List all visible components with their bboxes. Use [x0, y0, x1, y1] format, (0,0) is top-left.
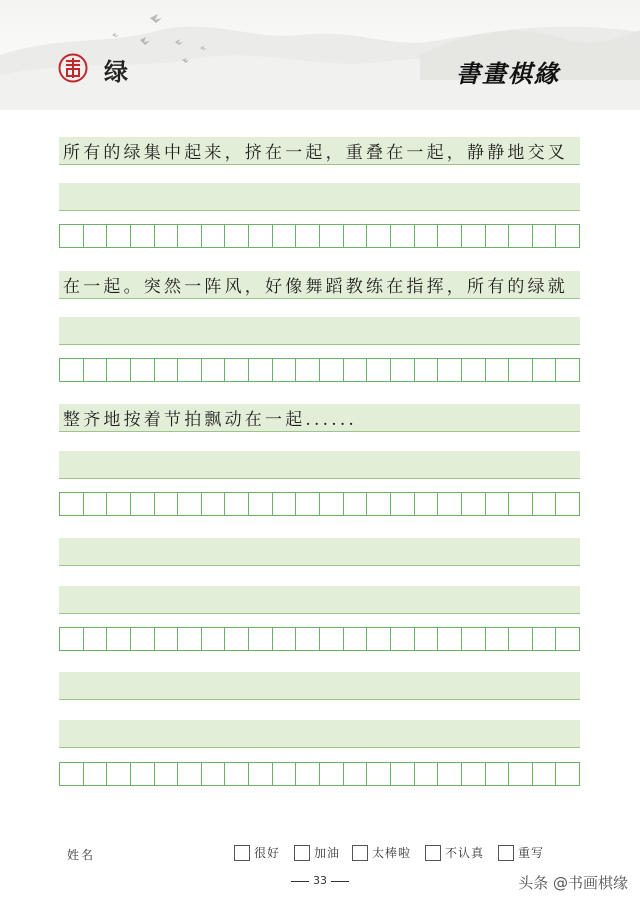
blank-line-band	[59, 451, 580, 479]
grid-cell	[319, 224, 343, 248]
grid-cell	[248, 762, 272, 786]
text-line-band	[59, 271, 580, 299]
grid-cell	[555, 762, 580, 786]
grid-cell	[177, 358, 201, 382]
grid-cell	[83, 358, 107, 382]
grid-cell	[508, 358, 532, 382]
grid-cell	[224, 627, 248, 651]
grid-cell	[343, 492, 367, 516]
rating-label: 不认真	[445, 846, 485, 860]
passage-line-3: 整齐地按着节拍飘动在一起......	[63, 410, 358, 430]
passage-line-1: 所有的绿集中起来，挤在一起，重叠在一起，静静地交叉	[63, 143, 568, 163]
tracing-grid	[59, 762, 580, 786]
blank-line-band	[59, 586, 580, 614]
grid-cell	[437, 627, 461, 651]
grid-cell	[130, 762, 154, 786]
rating-label: 重写	[518, 846, 545, 860]
grid-cell	[414, 358, 438, 382]
grid-cell	[366, 358, 390, 382]
grid-cell	[130, 627, 154, 651]
grid-cell	[106, 627, 130, 651]
grid-cell	[224, 224, 248, 248]
grid-cell	[414, 627, 438, 651]
grid-cell	[508, 492, 532, 516]
grid-cell	[437, 358, 461, 382]
tracing-grid	[59, 224, 580, 248]
grid-cell	[532, 627, 556, 651]
grid-cell	[390, 627, 414, 651]
grid-cell	[532, 492, 556, 516]
grid-cell	[414, 224, 438, 248]
rating-option[interactable]	[234, 844, 280, 861]
grid-cell	[177, 224, 201, 248]
grid-cell	[130, 492, 154, 516]
grid-cell	[508, 224, 532, 248]
grid-cell	[485, 224, 509, 248]
grid-cell	[366, 224, 390, 248]
grid-cell	[130, 224, 154, 248]
grid-cell	[390, 762, 414, 786]
grid-cell	[461, 492, 485, 516]
blank-line-band	[59, 183, 580, 211]
grid-cell	[532, 762, 556, 786]
grid-cell	[59, 627, 83, 651]
grid-cell	[437, 224, 461, 248]
grid-cell	[343, 224, 367, 248]
grid-cell	[83, 627, 107, 651]
grid-cell	[366, 492, 390, 516]
grid-cell	[201, 224, 225, 248]
seal-logo-icon	[58, 53, 88, 83]
grid-cell	[154, 627, 178, 651]
grid-cell	[343, 358, 367, 382]
grid-cell	[485, 762, 509, 786]
grid-cell	[248, 224, 272, 248]
grid-cell	[555, 224, 580, 248]
grid-cell	[461, 762, 485, 786]
evaluation-footer	[0, 838, 640, 868]
grid-cell	[532, 358, 556, 382]
rating-option[interactable]	[352, 844, 411, 861]
grid-cell	[508, 627, 532, 651]
grid-cell	[414, 492, 438, 516]
grid-cell	[295, 627, 319, 651]
grid-cell	[59, 762, 83, 786]
checkbox[interactable]	[498, 845, 514, 861]
grid-cell	[319, 627, 343, 651]
grid-cell	[272, 224, 296, 248]
blank-line-band	[59, 317, 580, 345]
checkbox[interactable]	[234, 845, 250, 861]
rating-option[interactable]	[425, 844, 484, 861]
rating-label: 加油	[314, 846, 341, 860]
checkbox[interactable]	[352, 845, 368, 861]
grid-cell	[130, 358, 154, 382]
page-number-value: 33	[313, 874, 327, 887]
blank-line-band	[59, 538, 580, 566]
grid-cell	[319, 492, 343, 516]
grid-cell	[59, 224, 83, 248]
tracing-grid	[59, 358, 580, 382]
brand-title: 書畫棋緣	[456, 59, 560, 88]
grid-cell	[201, 358, 225, 382]
grid-cell	[224, 492, 248, 516]
grid-cell	[295, 492, 319, 516]
grid-cell	[366, 627, 390, 651]
grid-cell	[154, 762, 178, 786]
grid-cell	[201, 762, 225, 786]
grid-cell	[555, 358, 580, 382]
grid-cell	[106, 762, 130, 786]
grid-cell	[224, 358, 248, 382]
grid-cell	[248, 492, 272, 516]
blank-line-band	[59, 720, 580, 748]
grid-cell	[461, 224, 485, 248]
grid-cell	[390, 358, 414, 382]
lesson-title: 绿	[104, 57, 130, 86]
rating-option[interactable]	[498, 844, 544, 861]
rating-label: 很好	[254, 846, 281, 860]
blank-line-band	[59, 672, 580, 700]
grid-cell	[154, 492, 178, 516]
grid-cell	[59, 358, 83, 382]
grid-cell	[177, 762, 201, 786]
grid-cell	[319, 762, 343, 786]
rating-label: 太棒啦	[372, 846, 412, 860]
grid-cell	[106, 358, 130, 382]
grid-cell	[83, 492, 107, 516]
grid-cell	[154, 224, 178, 248]
grid-cell	[224, 762, 248, 786]
grid-cell	[177, 492, 201, 516]
grid-cell	[532, 224, 556, 248]
grid-cell	[83, 762, 107, 786]
grid-cell	[461, 627, 485, 651]
grid-cell	[390, 224, 414, 248]
grid-cell	[485, 627, 509, 651]
tracing-grid	[59, 492, 580, 516]
grid-cell	[106, 492, 130, 516]
tracing-grid	[59, 627, 580, 651]
name-label: 姓名	[67, 848, 96, 862]
grid-cell	[414, 762, 438, 786]
grid-cell	[343, 762, 367, 786]
grid-cell	[485, 358, 509, 382]
checkbox[interactable]	[294, 845, 310, 861]
grid-cell	[177, 627, 201, 651]
grid-cell	[295, 358, 319, 382]
grid-cell	[555, 627, 580, 651]
grid-cell	[106, 224, 130, 248]
grid-cell	[272, 627, 296, 651]
passage-line-2: 在一起。突然一阵风，好像舞蹈教练在指挥，所有的绿就	[63, 277, 568, 297]
grid-cell	[59, 492, 83, 516]
grid-cell	[437, 492, 461, 516]
grid-cell	[319, 358, 343, 382]
grid-cell	[201, 492, 225, 516]
grid-cell	[366, 762, 390, 786]
grid-cell	[272, 762, 296, 786]
grid-cell	[248, 358, 272, 382]
grid-cell	[485, 492, 509, 516]
text-line-band	[59, 404, 580, 432]
grid-cell	[295, 762, 319, 786]
grid-cell	[272, 492, 296, 516]
grid-cell	[154, 358, 178, 382]
grid-cell	[437, 762, 461, 786]
checkbox[interactable]	[425, 845, 441, 861]
grid-cell	[272, 358, 296, 382]
grid-cell	[295, 224, 319, 248]
text-line-band	[59, 137, 580, 165]
grid-cell	[83, 224, 107, 248]
rating-option[interactable]	[294, 844, 340, 861]
grid-cell	[390, 492, 414, 516]
grid-cell	[248, 627, 272, 651]
grid-cell	[343, 627, 367, 651]
grid-cell	[461, 358, 485, 382]
grid-cell	[508, 762, 532, 786]
grid-cell	[201, 627, 225, 651]
grid-cell	[555, 492, 580, 516]
watermark: 头条 @书画棋缘	[518, 874, 628, 892]
